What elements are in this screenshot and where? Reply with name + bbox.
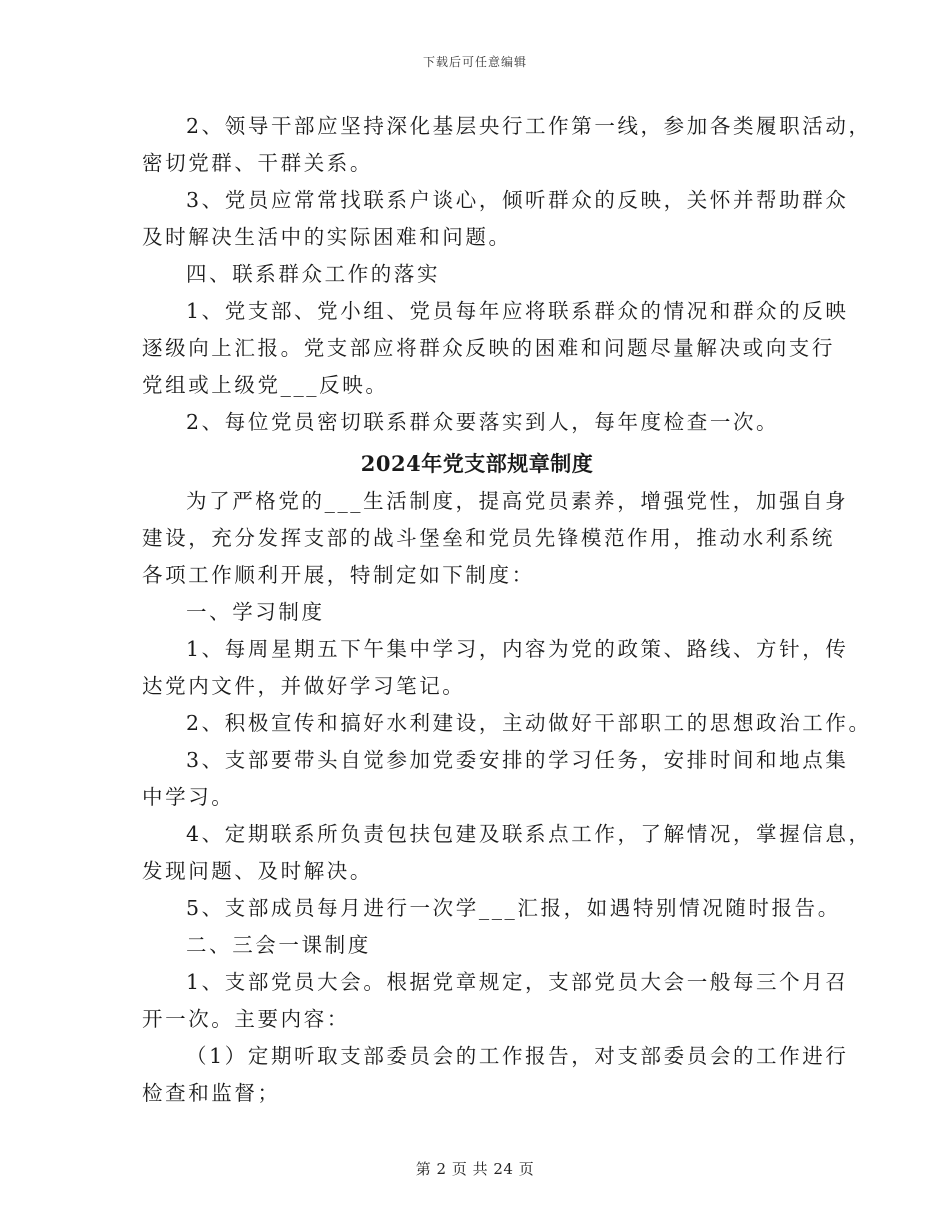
- paragraph-line: 及时解决生活中的实际困难和问题。: [142, 225, 512, 249]
- paragraph-line: 达党内文件，并做好学习笔记。: [142, 674, 466, 698]
- paragraph-line: 3、党员应常常找联系户谈心，倾听群众的反映，关怀并帮助群众: [186, 188, 849, 212]
- paragraph: [142, 108, 872, 182]
- paragraph-line: 1、每周星期五下午集中学习，内容为党的政策、路线、方针，传: [186, 637, 849, 661]
- page-footer: 第 2 页 共 24 页: [415, 1160, 535, 1178]
- paragraph: [142, 1038, 849, 1112]
- paragraph-line: 2、积极宣传和搞好水利建设，主动做好干部职工的思想政治工作。: [186, 711, 872, 735]
- paragraph-line: 二、三会一课制度: [186, 933, 371, 957]
- paragraph: [142, 705, 872, 742]
- document-body: [142, 108, 872, 1112]
- paragraph-line: 5、支部成员每月进行一次学___汇报，如遇特别情况随时报告。: [186, 896, 841, 920]
- paragraph-line: 各项工作顺利开展，特制定如下制度：: [142, 563, 535, 587]
- paragraph: [142, 890, 841, 927]
- paragraph-line: 四、联系群众工作的落实: [186, 262, 441, 286]
- paragraph-line: 为了严格党的___生活制度，提高党员素养，增强党性，加强自身: [186, 489, 849, 513]
- paragraph-line: （1）定期听取支部委员会的工作报告，对支部委员会的工作进行: [186, 1044, 849, 1068]
- paragraph: [142, 964, 849, 1038]
- paragraph-line: 建设，充分发挥支部的战斗堡垒和党员先锋模范作用，推动水利系统: [142, 526, 835, 550]
- paragraph-line: 开一次。主要内容：: [142, 1007, 350, 1031]
- paragraph-line: 1、支部党员大会。根据党章规定，支部党员大会一般每三个月召: [186, 970, 849, 994]
- paragraph-line: 2、领导干部应坚持深化基层央行工作第一线，参加各类履职活动，: [186, 114, 872, 138]
- paragraph: [142, 293, 849, 404]
- paragraph-line: 4、定期联系所负责包扶包建及联系点工作，了解情况，掌握信息，: [186, 822, 872, 846]
- paragraph-line: 1、党支部、党小组、党员每年应将联系群众的情况和群众的反映: [186, 299, 849, 323]
- top-section: [142, 108, 872, 441]
- paragraph-line: 检查和监督；: [142, 1081, 281, 1105]
- document-title: 2024年党支部规章制度: [360, 451, 594, 476]
- paragraph-line: 2、每位党员密切联系群众要落实到人，每年度检查一次。: [186, 410, 780, 434]
- paragraph: [142, 927, 812, 964]
- page-header: 下载后可任意编辑: [422, 55, 527, 69]
- bottom-section: [142, 483, 872, 1112]
- paragraph: [142, 594, 812, 631]
- paragraph: [142, 404, 812, 441]
- paragraph: [142, 631, 849, 705]
- paragraph: [142, 182, 849, 256]
- paragraph: [142, 742, 849, 816]
- paragraph-line: 一、学习制度: [186, 600, 325, 624]
- paragraph-line: 3、支部要带头自觉参加党委安排的学习任务，安排时间和地点集: [186, 748, 849, 772]
- paragraph-line: 中学习。: [142, 785, 235, 809]
- paragraph-line: 密切党群、干群关系。: [142, 151, 373, 175]
- paragraph: [142, 816, 872, 890]
- paragraph-line: 逐级向上汇报。党支部应将群众反映的困难和问题尽量解决或向支行: [142, 336, 835, 360]
- paragraph-line: 党组或上级党___反映。: [142, 373, 389, 397]
- paragraph: [142, 483, 849, 594]
- paragraph-line: 发现问题、及时解决。: [142, 859, 373, 883]
- paragraph: [142, 256, 812, 293]
